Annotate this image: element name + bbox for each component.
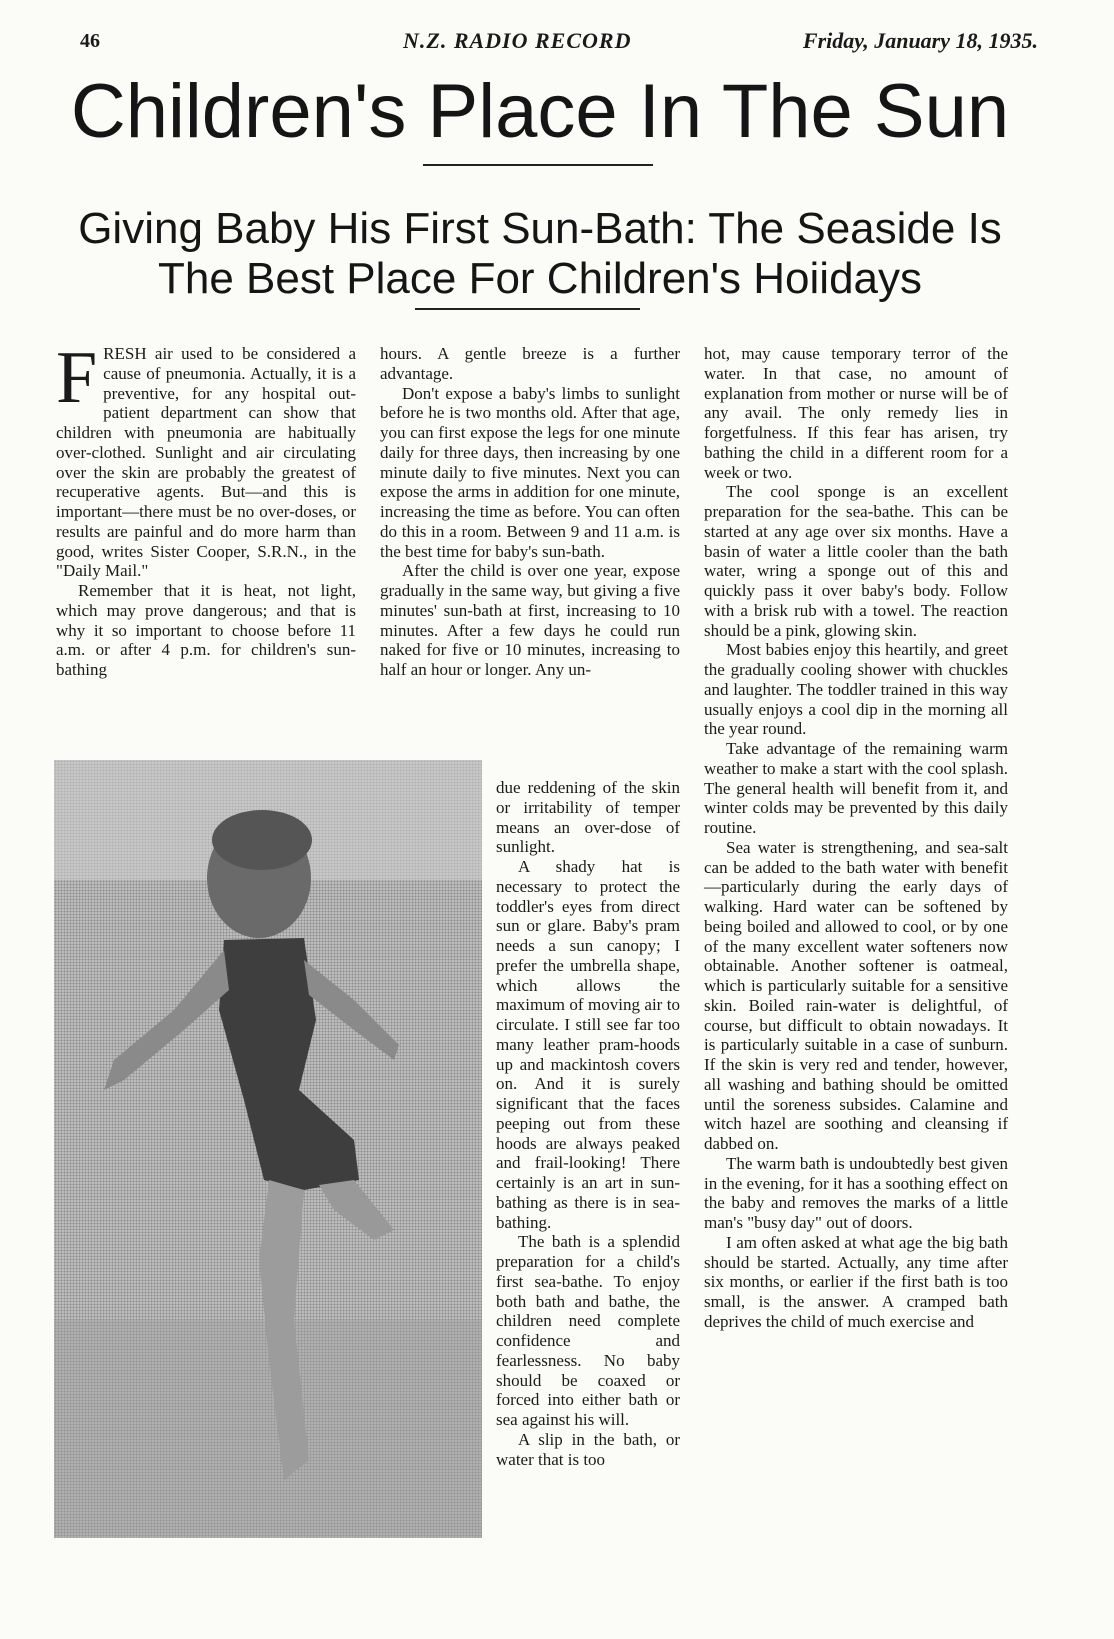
page-number: 46: [80, 30, 100, 52]
column-2-paragraph: After the child is over one year, expose gradually in the same way, but giving a five minutes' sun-bath at first, increasing to 10 minutes. After a few days he could run naked for five or 10 minutes, increasing to half an hour or longer. Any un-: [380, 561, 680, 679]
column-3-paragraph: Take advantage of the remaining warm weather to make a start with the cool splash. The general health will benefit from it, and winter colds may be prevented by this daily routine.: [704, 739, 1008, 837]
column-3-paragraph: The warm bath is undoubtedly best given in the evening, for it has a soothing effect on the baby and removes the marks of a little man's "busy day" out of doors.: [704, 1153, 1008, 1232]
publication-name: N.Z. RADIO RECORD: [403, 28, 632, 53]
column-3-paragraph: I am often asked at what age the big bath should be started. Actually, any time after six months, or earlier if the first bath is too small, is the answer. A cramped bath deprives the child of much exercise and: [704, 1232, 1008, 1331]
column-2-paragraph: Don't expose a baby's limbs to sunlight before he is two months old. After that age, you can first expose the legs for one minute daily for three days, then increasing by one minute daily to five minutes. Next you can expose the arms in addition for one minute, increasing the time as before. You can often do this in a room. Between 9 and 11 a.m. is the best time for baby's sun-bath.: [380, 383, 680, 561]
column-3-paragraph: Sea water is strengthening, and sea-salt can be added to the bath water with benefit—particularly during the early days of walking. Hard water can be softened by being boiled and allowed to cool, or by one of the many excellent water softeners now obtainable. Another softener is oatmeal, which is particularly suitable for a sensitive skin. Boiled rain-water is delightful, of course, but difficult to obtain nowadays. It is particularly suitable in a case of sunburn. If the skin is very red and tender, however, all washing and bathing should be omitted until the soreness subsides. Calamine and witch hazel are soothing and cleansing if dabbed on.: [704, 837, 1008, 1153]
column-3-paragraph: The cool sponge is an excellent preparation for the sea-bathe. This can be started at any age over six months. Have a basin of water a little cooler than the bath water, wring a sponge out of this and quickly pass it over baby's body. Follow with a brisk rub with a towel. The reaction should be a pink, glowing skin.: [704, 482, 1008, 640]
child-running-photo: [54, 760, 482, 1538]
issue-date: Friday, January 18, 1935.: [802, 28, 1038, 53]
column-2-narrow-paragraph: A slip in the bath, or water that is too: [496, 1429, 680, 1469]
article-subtitle: Giving Baby His First Sun-Bath: The Seaside Is The Best Place For Children's Hoiidays: [78, 204, 1002, 303]
column-1: [56, 337, 356, 680]
title-rule: [423, 164, 653, 166]
column-2-narrow-paragraph: The bath is a splendid preparation for a child's first sea-bathe. To enjoy both bath and bathe, the children need complete confidence and fearlessness. No baby should be coaxed or forced into either bath or sea against his will.: [496, 1232, 680, 1429]
column-3-paragraph: hot, may cause temporary terror of the water. In that case, no amount of explanation from mother or nurse will be of any avail. The only remedy lies in forgetfulness. If this fear has arisen, try bathing the child in a different room for a week or two.: [704, 344, 1008, 482]
child-silhouette-icon: [54, 760, 482, 1538]
column-3-paragraph: Most babies enjoy this heartily, and greet the gradually cooling shower with chuckles and laughter. The toddler trained in this way usually enjoys a cool dip in the morning all the year round.: [704, 640, 1008, 739]
column-1-paragraph: Remember that it is heat, not light, which may prove dangerous; and that is why it so important to choose before 11 a.m. or after 4 p.m. for children's sun-bathing: [56, 581, 356, 679]
column-2-narrow: [496, 778, 680, 1469]
page-header: [58, 26, 1038, 58]
column-1-paragraph: RESH air used to be considered a cause of pneumonia. Actually, it is a preventive, for any hospital out-patient department can show that children with pneumonia are habitually over-clothed. Sunlight and air circulating over the skin are probably the greatest of recuperative agents. But—and this is important—there must be no over-doses, or results are painful and do more harm than good, writes Sister Cooper, S.R.N., in the "Daily Mail.": [56, 344, 356, 581]
column-2-narrow-paragraph: A shady hat is necessary to protect the toddler's eyes from direct sun or glare. Baby's pram needs a sun canopy; I prefer the umbrella shape, which allows the maximum of moving air to circulate. I still see far too many leather pram-hoods up and mackintosh covers on. And it is surely significant that the faces peeping out from these hoods are always peaked and frail-looking! There certainly is an art in sun-bathing as there is in sea-bathing.: [496, 857, 680, 1232]
article-title: Children's Place In The Sun: [70, 69, 1010, 154]
column-3: [704, 344, 1008, 1332]
drop-cap: F: [56, 337, 98, 419]
column-2: [380, 344, 680, 680]
column-2-paragraph: hours. A gentle breeze is a further advantage.: [380, 344, 680, 383]
column-2-narrow-paragraph: due reddening of the skin or irritability of temper means an over-dose of sunlight.: [496, 778, 680, 857]
subtitle-rule: [415, 308, 640, 310]
